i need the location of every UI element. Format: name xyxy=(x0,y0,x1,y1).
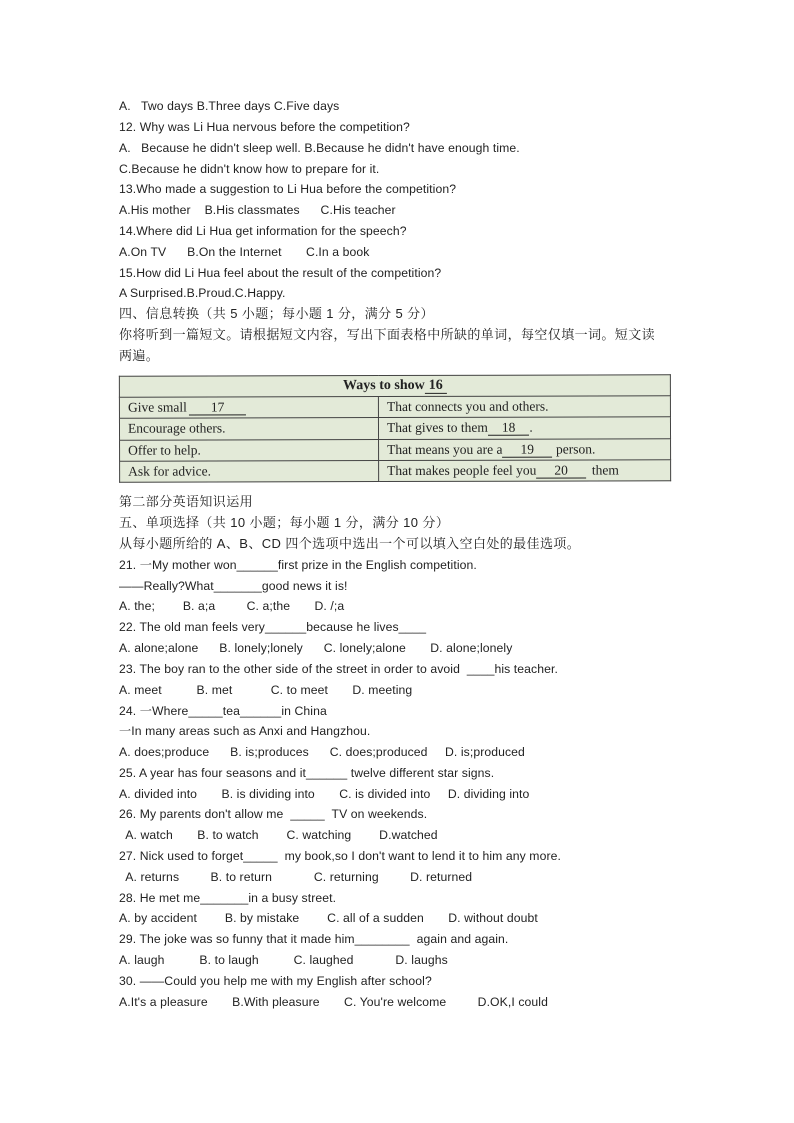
q28-question: 28. He met me_______in a busy street. xyxy=(119,891,337,905)
cell-text: That makes people feel you xyxy=(387,462,537,478)
table-row xyxy=(119,417,670,440)
q12-options-ab: A. Because he didn't sleep well. B.Because he didn't have enough time. xyxy=(119,141,520,155)
cell-text: them xyxy=(591,462,619,478)
section4-instruction: 你将听到一篇短文。请根据短文内容，写出下面表格中所缺的单词，每空仅填一词。短文读 xyxy=(119,327,656,342)
q25-question: 25. A year has four seasons and it______ twelve different star signs. xyxy=(119,766,495,780)
blank-20: 20 xyxy=(536,462,586,478)
q13-options: A.His mother B.His classmates C.His teacher xyxy=(119,203,396,217)
q29-question: 29. The joke was so funny that it made him________ again and again. xyxy=(119,932,509,946)
q28-options: A. by accident B. by mistake C. all of a sudden D. without doubt xyxy=(119,911,538,925)
q21-question: 21. 一My mother won______first prize in the English competition. xyxy=(119,558,477,572)
q27-options: A. returns B. to return C. returning D. returned xyxy=(119,870,473,884)
blank-19: 19 xyxy=(502,441,552,457)
q26-options: A. watch B. to watch C. watching D.watched xyxy=(119,828,438,842)
cell-text: Ask for advice. xyxy=(128,463,211,479)
cell-text: That means you are a xyxy=(387,441,503,457)
section5-heading: 五、单项选择（共 10 小题；每小题 1 分，满分 10 分） xyxy=(119,515,450,530)
q24-question: 24. 一Where_____tea______in China xyxy=(119,704,327,718)
cell-text: That gives to them xyxy=(386,420,488,436)
blank-16: 16 xyxy=(425,378,447,394)
table-cell-right xyxy=(379,460,671,482)
table-cell-right xyxy=(378,396,670,418)
q23-question: 23. The boy ran to the other side of the street in order to avoid ____his teacher. xyxy=(119,662,558,676)
table-row xyxy=(120,438,671,461)
q12-option-c: C.Because he didn't know how to prepare for it. xyxy=(119,162,380,176)
q25-options: A. divided into B. is dividing into C. is divided into D. dividing into xyxy=(119,787,530,801)
blank-17: 17 xyxy=(189,400,247,416)
q22-options: A. alone;alone B. lonely;lonely C. lonely;alone D. alone;lonely xyxy=(119,641,513,655)
q14-options: A.On TV B.On the Internet C.In a book xyxy=(119,245,370,259)
table-cell-left xyxy=(120,439,379,461)
q24-options: A. does;produce B. is;produces C. does;produced D. is;produced xyxy=(119,745,525,759)
cell-text: . xyxy=(529,420,533,436)
q15-question: 15.How did Li Hua feel about the result of the competition? xyxy=(119,266,442,280)
cell-text: Give small xyxy=(127,399,187,415)
table-title-text: Ways to show xyxy=(343,378,425,394)
q24-reply: 一In many areas such as Anxi and Hangzhou. xyxy=(119,724,371,738)
cell-text: That connects you and others. xyxy=(386,398,549,415)
q11-options: A. Two days B.Three days C.Five days xyxy=(119,99,340,113)
cell-text: Encourage others. xyxy=(127,420,226,437)
q26-question: 26. My parents don't allow me _____ TV on weekends. xyxy=(119,807,428,821)
table-header-row xyxy=(119,375,670,398)
ways-table-photo xyxy=(119,374,671,482)
table-cell-right xyxy=(379,438,671,460)
blank-18: 18 xyxy=(488,420,530,436)
ways-table xyxy=(119,374,671,482)
q15-options: A Surprised.B.Proud.C.Happy. xyxy=(119,286,286,300)
q21-reply: ——Really?What_______good news it is! xyxy=(119,579,348,593)
cell-text: person. xyxy=(555,441,596,457)
section4-heading: 四、信息转换（共 5 小题；每小题 1 分，满分 5 分） xyxy=(119,306,434,321)
table-cell-left xyxy=(119,418,378,440)
cell-text: Offer to help. xyxy=(128,442,201,458)
table-cell-left xyxy=(119,397,378,419)
q30-question: 30. ——Could you help me with my English after school? xyxy=(119,974,432,988)
q23-options: A. meet B. met C. to meet D. meeting xyxy=(119,683,413,697)
q27-question: 27. Nick used to forget_____ my book,so I don't want to lend it to him any more. xyxy=(119,849,561,863)
q29-options: A. laugh B. to laugh C. laughed D. laughs xyxy=(119,953,448,967)
q22-question: 22. The old man feels very______because he lives____ xyxy=(119,620,427,634)
q21-options: A. the; B. a;a C. a;the D. /;a xyxy=(119,599,345,613)
part2-heading: 第二部分英语知识运用 xyxy=(119,494,254,509)
q12-question: 12. Why was Li Hua nervous before the competition? xyxy=(119,120,410,134)
table-row xyxy=(120,460,671,483)
table-cell-right xyxy=(378,417,670,439)
q30-options: A.It's a pleasure B.With pleasure C. You're welcome D.OK,I could xyxy=(119,995,548,1009)
table-row xyxy=(119,396,670,419)
q14-question: 14.Where did Li Hua get information for the speech? xyxy=(119,224,407,238)
section5-instruction: 从每小题所给的 A、B、CD 四个选项中选出一个可以填入空白处的最佳选项。 xyxy=(119,536,581,551)
q13-question: 13.Who made a suggestion to Li Hua before the competition? xyxy=(119,182,457,196)
table-title xyxy=(119,375,670,398)
section4-instruction-cont: 两遍。 xyxy=(119,348,160,363)
table-cell-left xyxy=(120,460,379,482)
